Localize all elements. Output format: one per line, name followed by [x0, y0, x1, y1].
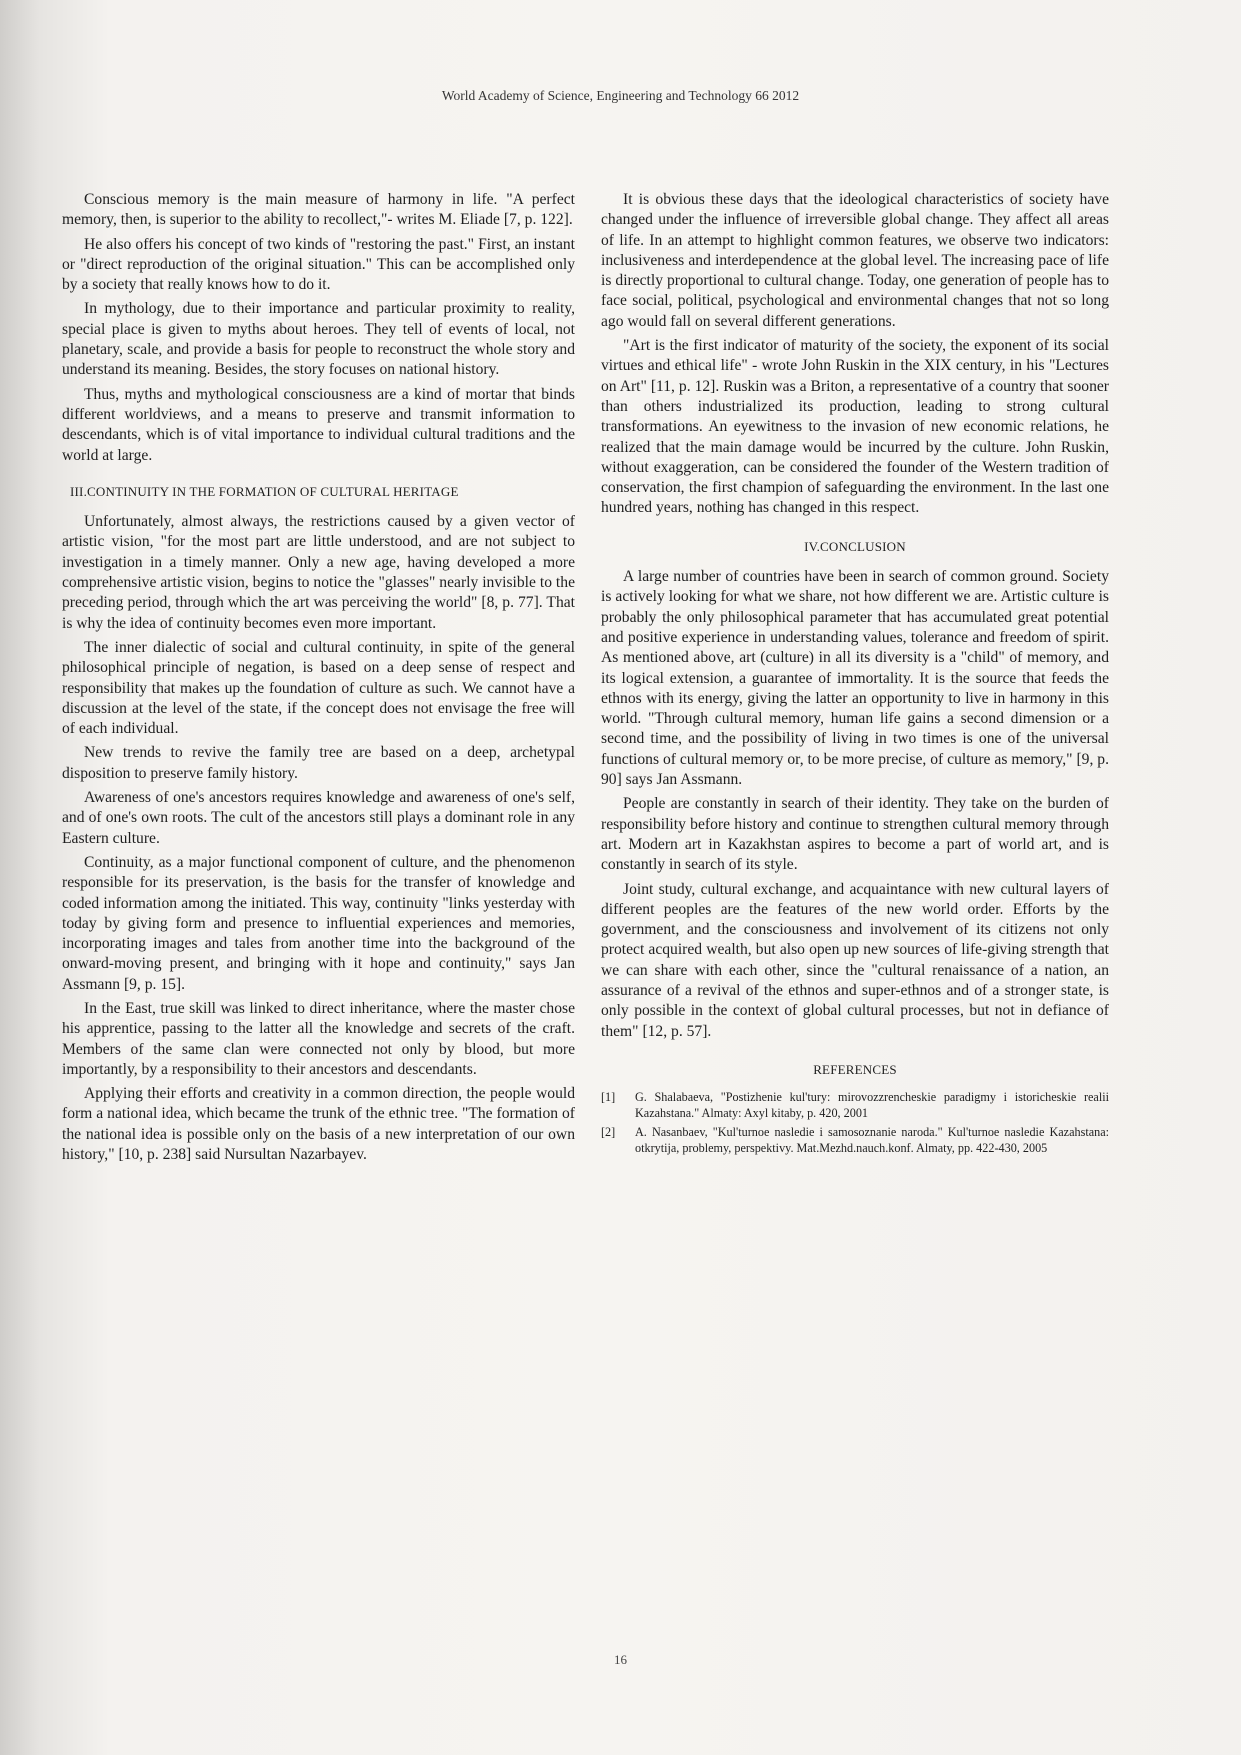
paragraph: Continuity, as a major functional component of culture, and the phenomenon responsible for its preservation, is the basis for the transfer of knowledge and coded information among the initiated. This way, continuity "links yesterday with today by giving form and presence to influential experiences and memories, incorporating images and tales from another time into the background of the onward-moving present, and bringing with it hope and continuity," says Jan Assmann [9, p. 15]. — [62, 853, 575, 993]
reference-item — [601, 1090, 1109, 1121]
paragraph: In the East, true skill was linked to direct inheritance, where the master chose his apprentice, passing to the latter all the knowledge and secrets of the craft. Members of the same clan were connected not only by blood, but more importantly, by a responsibility to their ancestors and descendants. — [62, 999, 575, 1078]
paragraph: The inner dialectic of social and cultural continuity, in spite of the general philosophical principle of negation, is based on a deep sense of respect and responsibility that makes up the foundation of culture as such. We cannot have a discussion at the level of the state, if the concept does not envisage the free will of each individual. — [62, 638, 575, 738]
paragraph: In mythology, due to their importance and particular proximity to reality, special place is given to myths about heroes. They tell of events of local, not planetary, scale, and provide a basis for people to reconstruct the whole story and understand its meaning. Besides, the story focuses on national history. — [62, 300, 575, 379]
page-number: 16 — [614, 1652, 627, 1667]
reference-number: [2] — [601, 1125, 616, 1140]
references-list — [601, 1090, 1109, 1156]
paragraph: People are constantly in search of their identity. They take on the burden of responsibility before history and continue to strengthen cultural memory through art. Modern art in Kazakhstan aspires to become a part of world art, and is constantly in search of its style. — [601, 795, 1109, 874]
paragraph: Awareness of one's ancestors requires knowledge and awareness of one's self, and of one's own roots. The cult of the ancestors still plays a dominant role in any Eastern culture. — [62, 789, 575, 847]
section-heading-continuity: III.CONTINUITY IN THE FORMATION OF CULTURAL HERITAGE — [70, 483, 459, 499]
reference-number: [1] — [601, 1090, 616, 1105]
paragraph: Unfortunately, almost always, the restrictions caused by a given vector of artistic vision, "for the most part are little understood, and are not subject to investigation in a timely manner. Only a new age, having developed a more comprehensive artistic vision, begins to notice the "glasses" nearly invisible to the preceding period, through which the art was perceiving the world" [8, p. 77]. That is why the idea of continuity becomes even more important. — [62, 513, 575, 632]
paragraph: It is obvious these days that the ideological characteristics of society have changed under the influence of irreversible global change. They affect all areas of life. In an attempt to highlight common features, we observe two indicators: inclusiveness and interdependence at the global level. The increasing pace of life is directly proportional to cultural change. Today, one generation of people has to face social, political, psychological and environmental changes that not so long ago would fall on several different generations. — [601, 191, 1109, 330]
section-heading-conclusion: IV.CONCLUSION — [804, 538, 906, 554]
running-header: World Academy of Science, Engineering and Technology 66 2012 — [441, 88, 800, 103]
paragraph: He also offers his concept of two kinds of "restoring the past." First, an instant or "direct reproduction of the original situation." This can be accomplished only by a society that really knows how to do it. — [62, 235, 575, 294]
reference-item — [601, 1125, 1109, 1156]
paragraph: Thus, myths and mythological consciousness are a kind of mortar that binds different worldviews, and a means to preserve and transmit information to descendants, which is of vital importance to individual cultural traditions and the world at large. — [62, 385, 575, 464]
left-column — [62, 190, 575, 1169]
paragraph: New trends to revive the family tree are based on a deep, archetypal disposition to preserve family history. — [62, 744, 575, 782]
paragraph: Conscious memory is the main measure of harmony in life. "A perfect memory, then, is superior to the ability to recollect,"- writes M. Eliade [7, p. 122]. — [62, 191, 575, 229]
right-column — [601, 190, 1109, 1160]
paragraph: A large number of countries have been in search of common ground. Society is actively looking for what we share, not how different we are. Artistic culture is probably the only philosophical parameter that has accumulated great potential and positive experience in understanding values, tolerance and freedom of spirit. As mentioned above, art (culture) in all its diversity is a "child" of memory, and its logical extension, a guarantee of immortality. It is the source that feeds the ethnos with its energy, giving the latter an opportunity to live in harmony in this world. "Through cultural memory, human life gains a second dimension or a second time, and the possibility of living in two times is one of the universal functions of cultural memory or, to be more precise, of culture as memory," [9, p. 90] says Jan Assmann. — [601, 568, 1109, 789]
paragraph: "Art is the first indicator of maturity of the society, the exponent of its social virtues and ethical life" - wrote John Ruskin in the XIX century, in his "Lectures on Art" [11, p. 12]. Ruskin was a Briton, a representative of a country that sooner than others industrialized its production, leading to strong cultural transformations. An eyewitness to the invasion of new economic relations, he realized that the main damage would be incurred by the culture. John Ruskin, without exaggeration, can be considered the founder of the Western tradition of conservation, the first champion of safeguarding the environment. In the last one hundred years, nothing has changed in this respect. — [601, 337, 1109, 517]
paragraph: Joint study, cultural exchange, and acquaintance with new cultural layers of different peoples are the features of the new world order. Efforts by the government, and the consciousness and involvement of its citizens not only protect acquired wealth, but also open up new sources of life-giving strength that we can share with each other, since the "cultural renaissance of a nation, an assurance of a revival of the ethnos and super-ethnos and of a stronger state, is only possible in the context of global cultural processes, but not in defiance of them" [12, p. 57]. — [601, 880, 1109, 1040]
references-heading: REFERENCES — [813, 1061, 897, 1077]
reference-text: G. Shalabaeva, "Postizhenie kul'tury: mirovozzrencheskie paradigmy i istoricheskie realii Kazahstana." Almaty: Axyl kitaby, p. 420, 2001 — [635, 1090, 1109, 1120]
reference-text: A. Nasanbaev, "Kul'turnoe nasledie i samosoznanie naroda." Kul'turnoe nasledie Kazahstana: otkrytija, problemy, perspektivy. Mat.Mezhd.nauch.konf. Almaty, pp. 422-430, 2005 — [635, 1125, 1109, 1155]
paragraph: Applying their efforts and creativity in a common direction, the people would form a national idea, which became the trunk of the ethnic tree. "The formation of the national idea is possible only on the basis of a new interpretation of our own history," [10, p. 238] said Nursultan Nazarbayev. — [62, 1085, 575, 1164]
